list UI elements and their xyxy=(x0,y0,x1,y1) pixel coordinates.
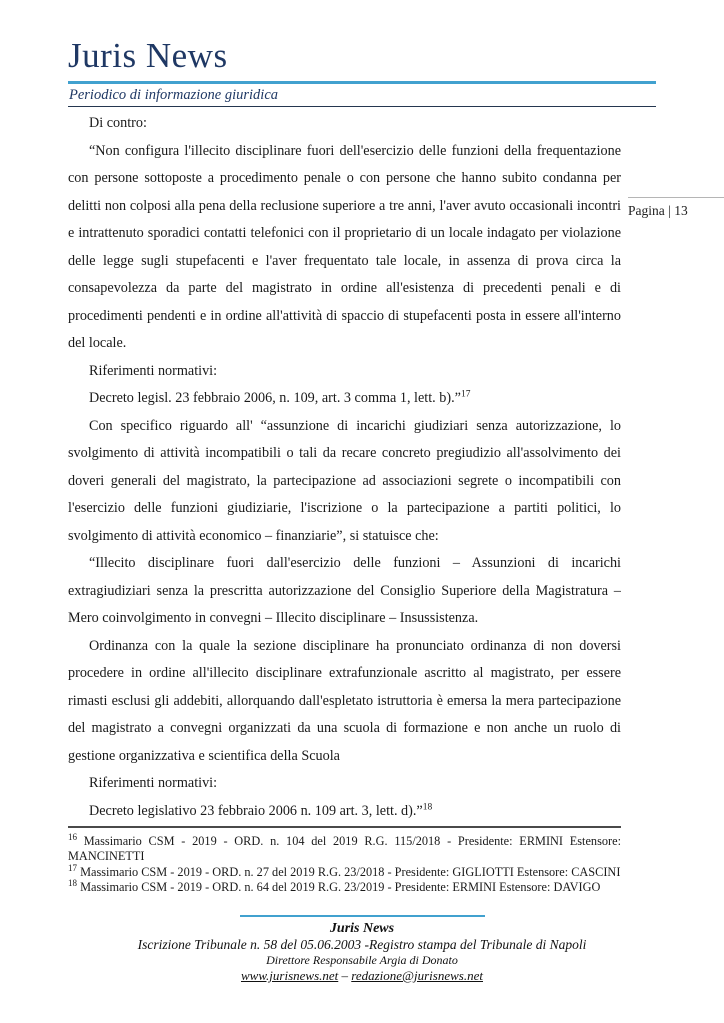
footnotes-section xyxy=(68,826,621,895)
footnote-number: 17 xyxy=(68,862,77,873)
paragraph-di-contro: Di contro: xyxy=(89,115,147,131)
paragraph-riferimenti-normativi-1: Riferimenti normativi: xyxy=(89,362,218,379)
footnote-ref-18: 18 xyxy=(422,801,433,812)
footer-links xyxy=(0,968,724,984)
footnote-number: 16 xyxy=(68,831,77,842)
footnote-17 xyxy=(68,862,621,880)
footnote-separator xyxy=(68,826,621,828)
page-footer xyxy=(0,915,724,984)
paragraph-massima-frequentazione: “Non configura l'illecito disciplinare fuori dell'esercizio delle funzioni della frequentazione con persone sottoposte a procedimento penale o con persone che hanno subito condanna per delitti non colposi alla pena della reclusione superiore a tre anni, l'aver avuto occasionali incontri e intrattenuto sporadici contatti telefonici con il proprietario di un locale indagato per violazione delle legge sugli stupefacenti e l'aver frequentato tale locale, in assenza di prova circa la consapevolezza da parte del magistrato in ordine all'esistenza di precedenti penali e di procedimenti pendenti e in ordine all'attività di spaccio di stupefacenti posta in essere all'interno del locale. xyxy=(68,142,621,351)
footnote-number: 18 xyxy=(68,877,77,888)
footer-rule-blue xyxy=(240,915,485,917)
footnote-text: Massimario CSM - 2019 - ORD. n. 27 del 2019 R.G. 23/2018 - Presidente: GIGLIOTTI Estensore: CASCINI xyxy=(80,864,621,879)
paragraph-massima-illecito: “Illecito disciplinare fuori dall'esercizio delle funzioni – Assunzioni di incarichi extragiudiziari senza la prescritta autorizzazione del Consiglio Superiore della Magistratura – Mero coinvolgimento in convegni – Illecito disciplinare – Insussistenza. xyxy=(68,555,621,626)
paragraph-con-specifico-riguardo: Con specifico riguardo all' “assunzione di incarichi giudiziari senza autorizzazione, lo svolgimento di attività incompatibili o tali da recare concreto pregiudizio all'assolvimento dei doveri generali del magistrato, la partecipazione ad associazioni segrete o incompatibili con l'esercizio delle funzioni giudiziarie, l'iscrizione o la partecipazione a partiti politici, lo svolgimento di attività economico – finanziarie”, si statuisce che: xyxy=(68,417,621,544)
page-number: Pagina | 13 xyxy=(628,197,724,219)
article-body xyxy=(68,110,621,826)
footer-registration: Iscrizione Tribunale n. 58 del 05.06.2003 -Registro stampa del Tribunale di Napoli xyxy=(137,937,587,952)
paragraph-ordinanza: Ordinanza con la quale la sezione disciplinare ha pronunciato ordinanza di non doversi procedere in ordine all'illecito disciplinare extrafunzionale ascritto al magistrato, per essere rimasti esclusi gli addebiti, allorquando dall'espletato istruttoria è emersa la mera partecipazione del magistrato a convegni organizzati da una scuola di formazione e non anche un ruolo di gestione organizzativa e scientifica della Scuola xyxy=(68,637,621,764)
footer-title: Juris News xyxy=(329,921,395,936)
paragraph-decreto-2 xyxy=(68,798,621,826)
newsletter-subtitle: Periodico di informazione giuridica xyxy=(69,87,279,103)
email-link[interactable]: redazione@jurisnews.net xyxy=(351,968,483,983)
paragraph-decreto-1 xyxy=(68,385,621,413)
footer-director: Direttore Responsabile Argia di Donato xyxy=(266,953,458,967)
website-link[interactable]: www.jurisnews.net xyxy=(240,968,339,983)
footnote-text: Massimario CSM - 2019 - ORD. n. 64 del 2019 R.G. 23/2019 - Presidente: ERMINI Estensore: DAVIGO xyxy=(80,879,601,894)
footnote-text: Massimario CSM - 2019 - ORD. n. 104 del 2019 R.G. 115/2018 - Presidente: ERMINI Estensore: MANCINETTI xyxy=(68,834,621,864)
footnote-ref-17: 17 xyxy=(460,389,471,400)
footnote-18 xyxy=(68,877,621,895)
newsletter-title: Juris News xyxy=(68,36,228,75)
paragraph-text: Decreto legisl. 23 febbraio 2006, n. 109, art. 3 comma 1, lett. b).” xyxy=(89,390,461,406)
paragraph-text: Decreto legislativo 23 febbraio 2006 n. 109 art. 3, lett. d).” xyxy=(89,802,423,819)
newsletter-header xyxy=(68,34,656,107)
paragraph-riferimenti-normativi-2: Riferimenti normativi: xyxy=(89,775,218,791)
header-rule-dark xyxy=(68,106,656,107)
links-separator: – xyxy=(341,968,349,983)
footnote-16 xyxy=(68,831,621,865)
